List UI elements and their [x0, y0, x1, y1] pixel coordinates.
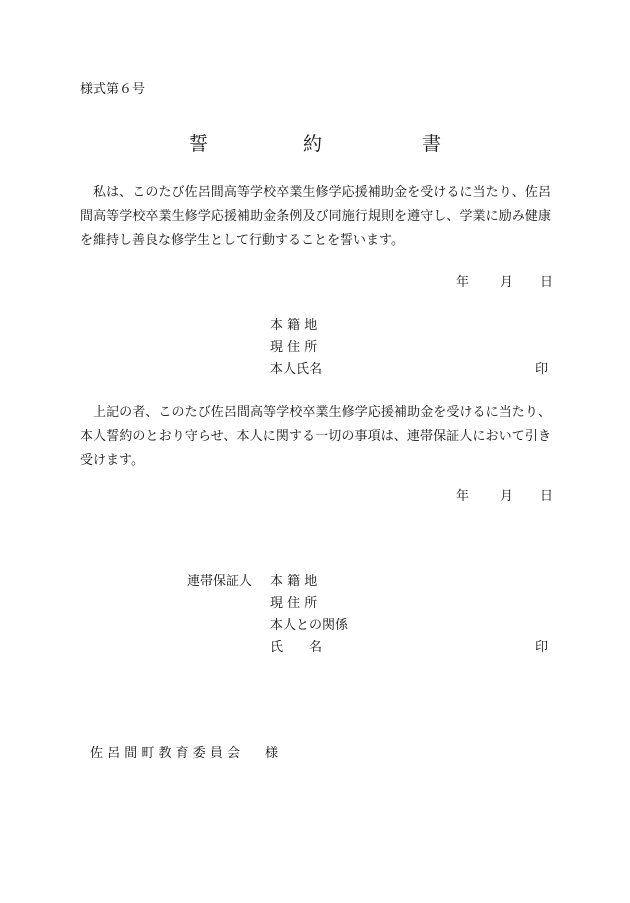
title-char-3: 書 [422, 133, 442, 155]
title-char-2: 約 [303, 133, 323, 155]
title-char-1: 誓 [189, 133, 209, 155]
guarantee-date-day: 日 [540, 489, 554, 504]
pledge-date-year: 年 [456, 275, 470, 290]
guarantee-date-month: 月 [500, 489, 514, 504]
guarantee-paragraph: 上記の者、このたび佐呂間高等学校卒業生修学応援補助金を受けるに当たり、本人誓約のとおり守らせ、本人に関する一切の事項は、連帯保証人において引き受けます。 [80, 405, 551, 468]
guarantor-address-label: 現 住 所 [270, 596, 318, 611]
pledge-date-month: 月 [500, 275, 514, 290]
addressee-honorific: 様 [265, 746, 279, 761]
pledge-domicile-label: 本 籍 地 [270, 318, 318, 333]
pledge-name-label: 本人氏名 [270, 362, 323, 377]
pledge-address-label: 現 住 所 [270, 340, 318, 355]
guarantor-label: 連帯保証人 [187, 574, 253, 589]
form-number: 様式第６号 [80, 82, 146, 97]
pledge-date-day: 日 [540, 275, 554, 290]
guarantee-date-year: 年 [456, 489, 470, 504]
guarantor-seal-mark: 印 [535, 640, 549, 655]
guarantor-domicile-label: 本 籍 地 [270, 574, 318, 589]
pledge-paragraph: 私は、このたび佐呂間高等学校卒業生修学応援補助金を受けるに当たり、佐呂間高等学校卒業生修学応援補助金条例及び同施行規則を遵守し、学業に励み健康を維持し善良な修学生として行動することを誓います。 [80, 185, 551, 248]
pledge-date [456, 276, 556, 290]
document-title [189, 133, 441, 155]
pledge-seal-mark: 印 [535, 362, 549, 377]
addressee-name: 佐 呂 間 町 教 育 委 員 会 [90, 746, 241, 761]
guarantor-relationship-label: 本人との関係 [270, 618, 349, 633]
guarantor-name-label: 氏 名 [270, 640, 323, 655]
guarantee-date [456, 490, 556, 504]
